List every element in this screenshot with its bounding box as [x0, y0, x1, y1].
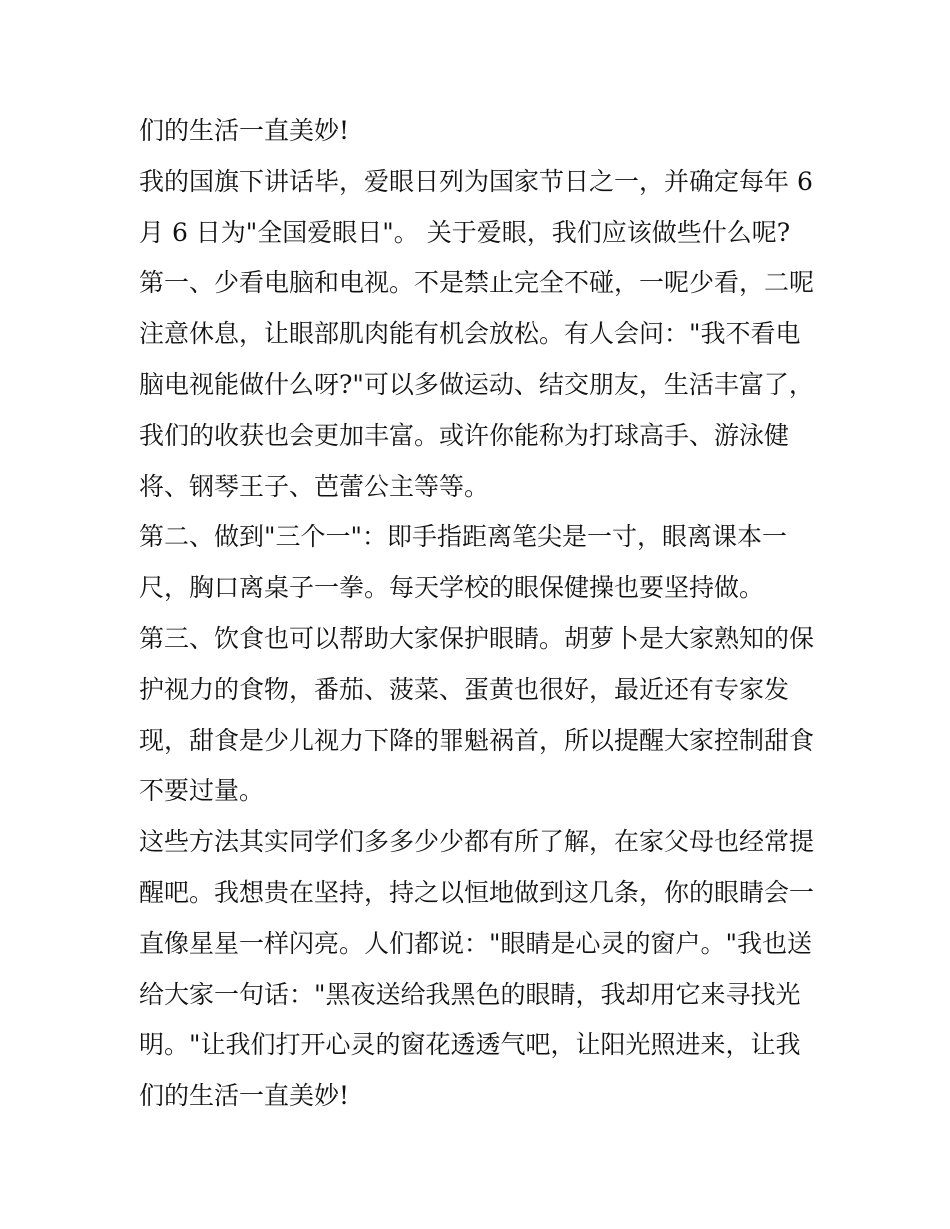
- text-line: 直像星星一样闪亮。人们都说："眼睛是心灵的窗户。"我也送: [139, 928, 813, 958]
- text-line: 尺，胸口离桌子一拳。每天学校的眼保健操也要坚持做。: [139, 573, 765, 603]
- text-line: 们的生活一直美妙!: [139, 116, 350, 145]
- text-line: 们的生活一直美妙!: [139, 1081, 350, 1111]
- text-line: 第二、做到"三个一"：即手指距离笔尖是一寸，眼离课本一: [139, 522, 788, 552]
- text-line: 我们的收获也会更加丰富。或许你能称为打球高手、游泳健: [139, 420, 790, 450]
- text-line: 醒吧。我想贵在坚持，持之以恒地做到这几条，你的眼睛会一: [139, 877, 815, 907]
- text-line: 现，甜食是少儿视力下降的罪魁祸首，所以提醒大家控制甜食: [139, 725, 815, 755]
- text-line: 护视力的食物，番茄、菠菜、蛋黄也很好，最近还有专家发: [139, 674, 790, 704]
- text-line: 注意休息，让眼部肌肉能有机会放松。有人会问："我不看电: [139, 319, 801, 349]
- text-line: 月 6 日为"全国爱眼日"。 关于爱眼，我们应该做些什么呢?: [139, 217, 791, 247]
- text-line: 脑电视能做什么呀?"可以多做运动、结交朋友，生活丰富了，: [139, 369, 814, 399]
- text-line: 给大家一句话："黑夜送给我黑色的眼睛，我却用它来寻找光: [139, 979, 801, 1009]
- text-line: 明。"让我们打开心灵的窗花透透气吧，让阳光照进来，让我: [139, 1030, 801, 1060]
- text-line: 第一、少看电脑和电视。不是禁止完全不碰，一呢少看，二呢: [139, 268, 815, 298]
- text-line: 第三、饮食也可以帮助大家保护眼睛。胡萝卜是大家熟知的保: [139, 623, 815, 653]
- text-line: 我的国旗下讲话毕，爱眼日列为国家节日之一，并确定每年 6: [139, 166, 813, 196]
- text-line: 不要过量。: [139, 776, 265, 806]
- body-text: [139, 106, 819, 1122]
- text-line: 将、钢琴王子、芭蕾公主等等。: [139, 471, 490, 501]
- text-line: 这些方法其实同学们多多少少都有所了解，在家父母也经常提: [139, 827, 815, 857]
